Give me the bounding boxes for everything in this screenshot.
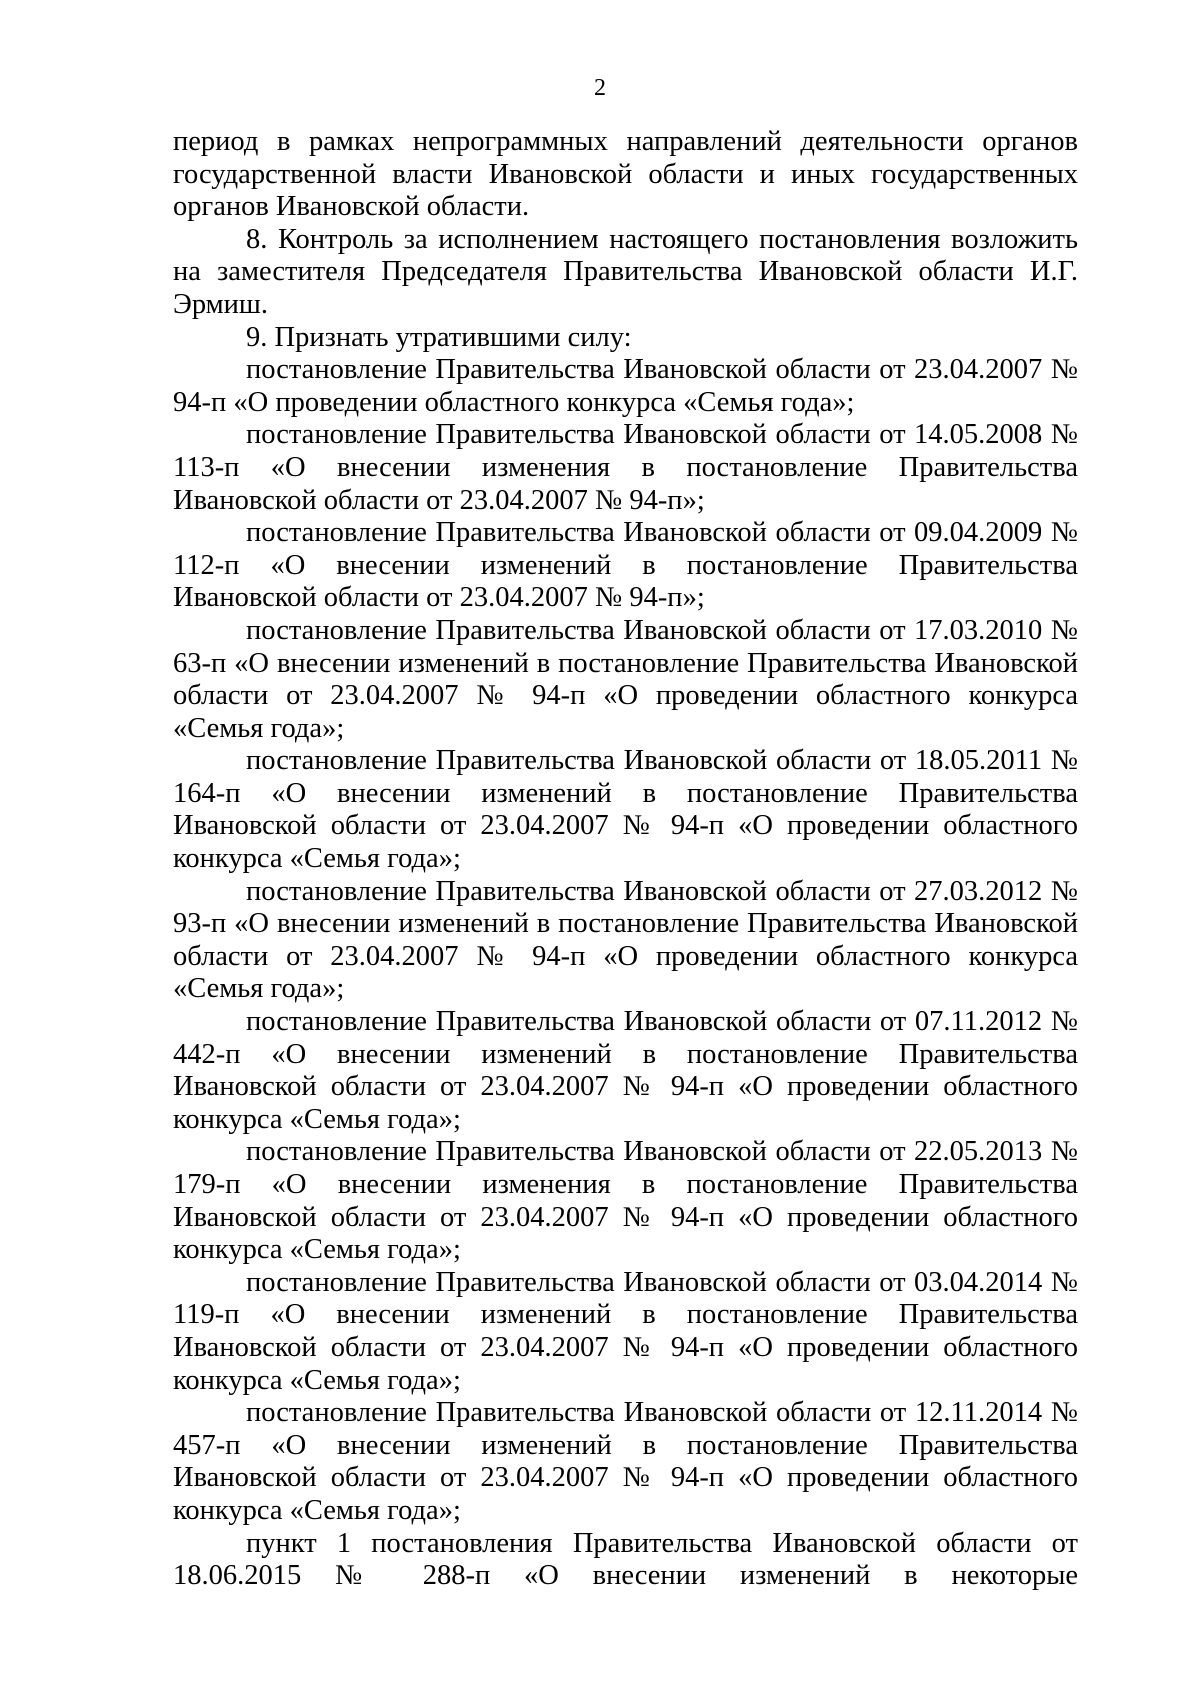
repealed-act-item: постановление Правительства Ивановской области от 18.05.2011 № 164-п «О внесении изменений в постановление Правительства Ивановской области от 23.04.2007 № 94-п «О проведении областного конкурса «Семья года»; (173, 745, 1078, 875)
repealed-act-item: постановление Правительства Ивановской области от 07.11.2012 № 442-п «О внесении изменений в постановление Правительства Ивановской области от 23.04.2007 № 94-п «О проведении областного конкурса «Семья года»; (173, 1006, 1078, 1135)
page-number: 2 (594, 75, 606, 101)
repealed-act-item: постановление Правительства Ивановской области от 03.04.2014 № 119-п «О внесении изменений в постановление Правительства Ивановской области от 23.04.2007 № 94-п «О проведении областного конкурса «Семья года»; (173, 1266, 1078, 1396)
repealed-act-item: постановление Правительства Ивановской области от 27.03.2012 № 93-п «О внесении изменений в постановление Правительства Ивановской области от 23.04.2007 № 94-п «О проведении областного конкурса «Семья года»; (173, 875, 1078, 1005)
paragraph-item-9: 9. Признать утратившими силу: (246, 321, 632, 353)
repealed-act-item: постановление Правительства Ивановской области от 17.03.2010 № 63-п «О внесении изменений в постановление Правительства Ивановской области от 23.04.2007 № 94-п «О проведении областного конкурса «Семья года»; (173, 614, 1078, 744)
paragraph-item-8: 8. Контроль за исполнением настоящего постановления возложить на заместителя Председателя Правительства Ивановской области И.Г. Эрмиш. (173, 223, 1078, 320)
repealed-act-item: постановление Правительства Ивановской области от 12.11.2014 № 457-п «О внесении изменений в постановление Правительства Ивановской области от 23.04.2007 № 94-п «О проведении областного конкурса «Семья года»; (173, 1397, 1078, 1526)
repealed-act-item: постановление Правительства Ивановской области от 14.05.2008 № 113-п «О внесении изменения в постановление Правительства Ивановской области от 23.04.2007 № 94-п»; (173, 419, 1078, 516)
repealed-act-item: постановление Правительства Ивановской области от 23.04.2007 № 94-п «О проведении областного конкурса «Семья года»; (173, 354, 1078, 418)
repealed-act-item: пункт 1 постановления Правительства Ивановской области от 18.06.2015 № 288-п «О внесении изменений в некоторые (173, 1527, 1078, 1592)
repealed-act-item: постановление Правительства Ивановской области от 22.05.2013 № 179-п «О внесении изменения в постановление Правительства Ивановской области от 23.04.2007 № 94-п «О проведении областного конкурса «Семья года»; (173, 1136, 1078, 1266)
paragraph-continuation: период в рамках непрограммных направлений деятельности органов государственной власти Ивановской области и иных государственных органов Ивановской области. (173, 126, 1078, 223)
document-body (173, 126, 1078, 1593)
repealed-act-item: постановление Правительства Ивановской области от 09.04.2009 № 112-п «О внесении изменений в постановление Правительства Ивановской области от 23.04.2007 № 94-п»; (173, 517, 1078, 614)
